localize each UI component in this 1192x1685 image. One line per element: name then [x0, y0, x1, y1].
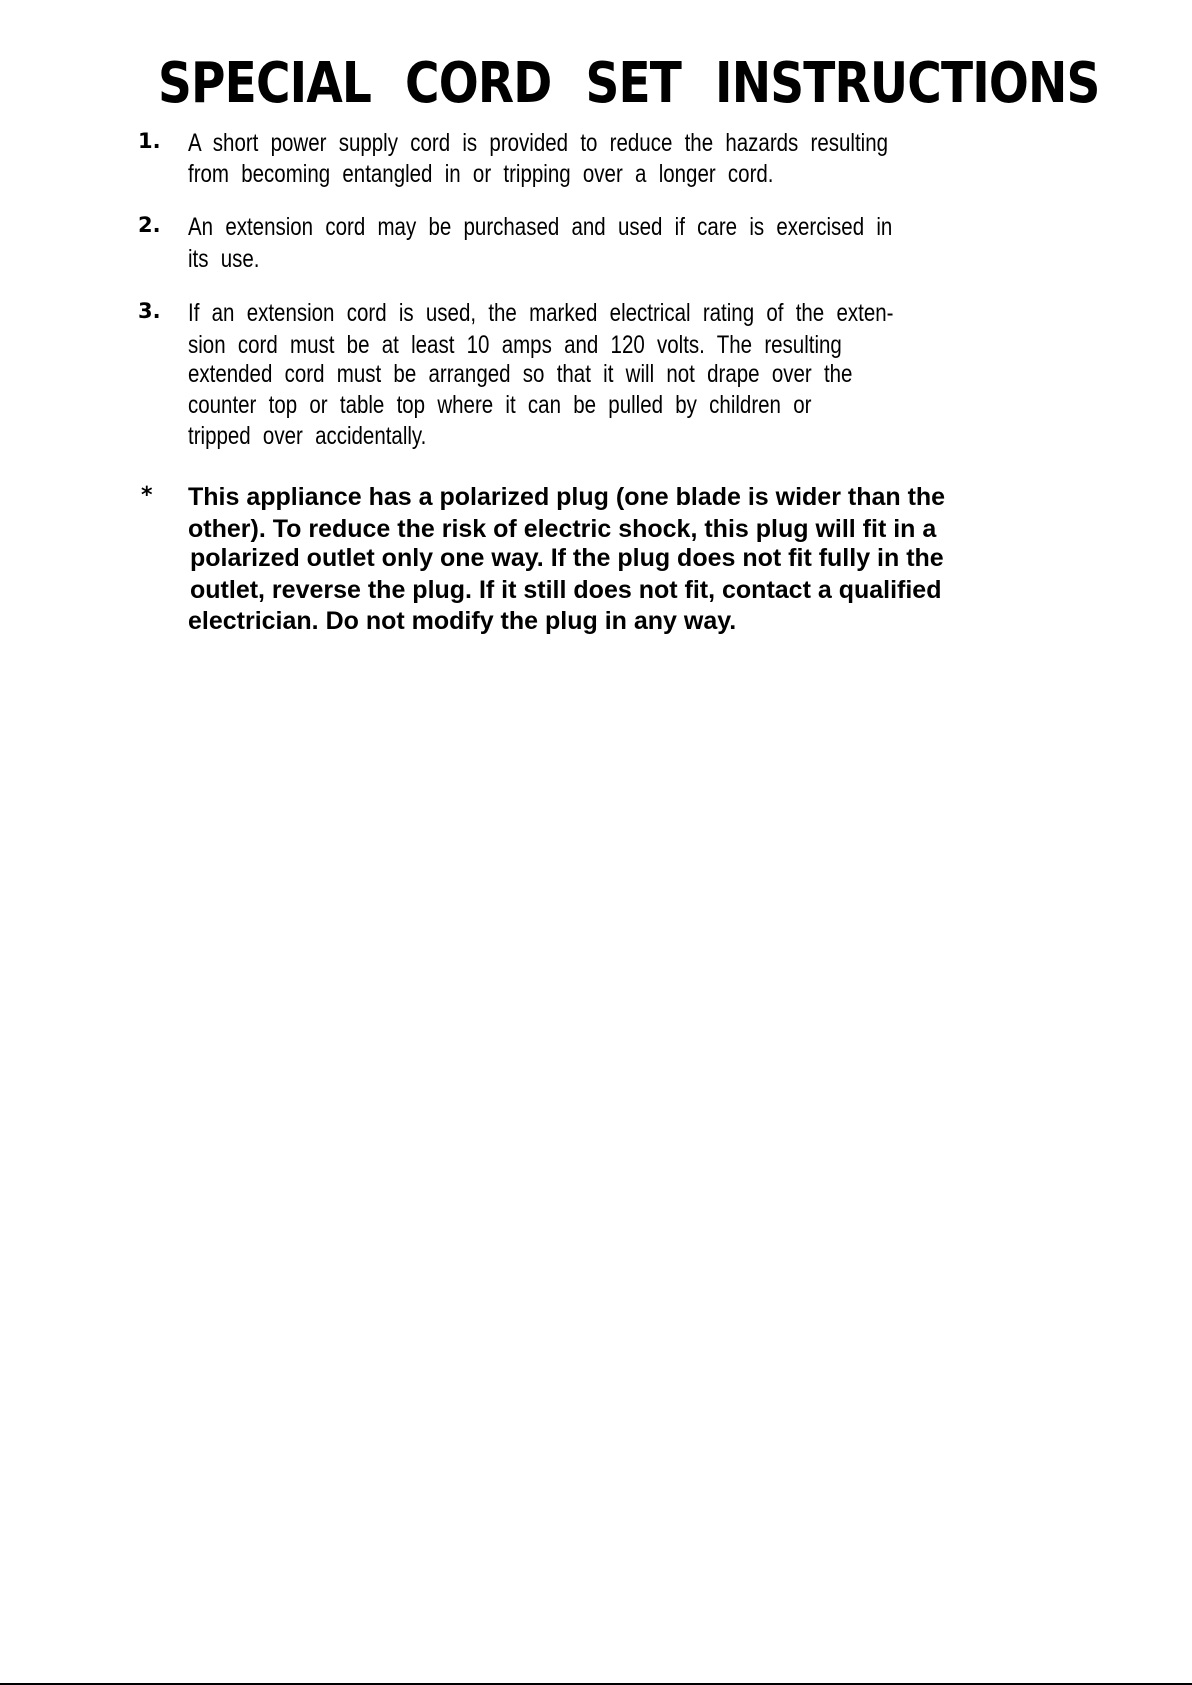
item-text-line: sion cord must be at least 10 amps and 120 volts. The resulting [188, 331, 842, 359]
note-text-line: This appliance has a polarized plug (one blade is wider than the [188, 483, 946, 511]
item-number: 1. [138, 129, 161, 153]
note-text-line: outlet, reverse the plug. If it still does not fit, contact a qualified [190, 576, 942, 604]
item-text-line: counter top or table top where it can be pulled by children or [188, 391, 812, 419]
note-bullet: * [141, 483, 153, 508]
item-text-line: If an extension cord is used, the marked electrical rating of the exten- [188, 299, 894, 327]
item-text-line: An extension cord may be purchased and used if care is exercised in [188, 213, 893, 241]
item-text-line: from becoming entangled in or tripping over a longer cord. [188, 160, 774, 188]
item-text-line: A short power supply cord is provided to reduce the hazards resulting [188, 129, 889, 157]
item-number: 2. [138, 213, 161, 237]
note-text-line: other). To reduce the risk of electric shock, this plug will fit in a [188, 515, 937, 543]
item-number: 3. [138, 299, 161, 323]
page-title: SPECIAL CORD SET INSTRUCTIONS [158, 51, 1100, 116]
item-text-line: tripped over accidentally. [188, 422, 427, 450]
note-text-line: electrician. Do not modify the plug in any way. [188, 607, 737, 635]
note-text-line: polarized outlet only one way. If the plug does not fit fully in the [190, 544, 944, 572]
item-text-line: its use. [188, 245, 260, 273]
item-text-line: extended cord must be arranged so that it will not drape over the [188, 360, 853, 388]
